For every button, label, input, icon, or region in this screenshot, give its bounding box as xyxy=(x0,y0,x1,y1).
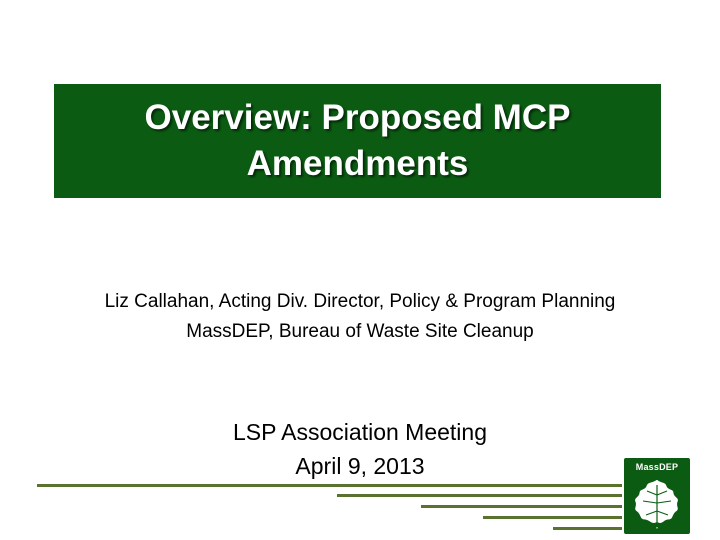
presenter-organization: MassDEP, Bureau of Waste Site Cleanup xyxy=(186,321,534,342)
title-box xyxy=(54,84,661,198)
presenter-name-role: Liz Callahan, Acting Div. Director, Policy & Program Planning xyxy=(104,291,616,312)
rule-line-1 xyxy=(37,484,622,487)
rule-line-2 xyxy=(337,494,622,497)
title-line-2: Amendments xyxy=(246,144,469,183)
slide-title xyxy=(129,95,587,187)
oak-leaf-icon xyxy=(630,475,684,531)
massdep-logo xyxy=(624,458,690,534)
title-line-1: Overview: Proposed MCP xyxy=(144,98,571,137)
rule-line-5 xyxy=(553,527,622,530)
logo-label: MassDEP xyxy=(635,462,679,472)
meeting-date: April 9, 2013 xyxy=(295,453,425,479)
presenter-info xyxy=(0,287,720,347)
meeting-name: LSP Association Meeting xyxy=(232,419,487,445)
meeting-info xyxy=(0,415,720,483)
rule-line-3 xyxy=(421,505,622,508)
rule-line-4 xyxy=(483,516,622,519)
